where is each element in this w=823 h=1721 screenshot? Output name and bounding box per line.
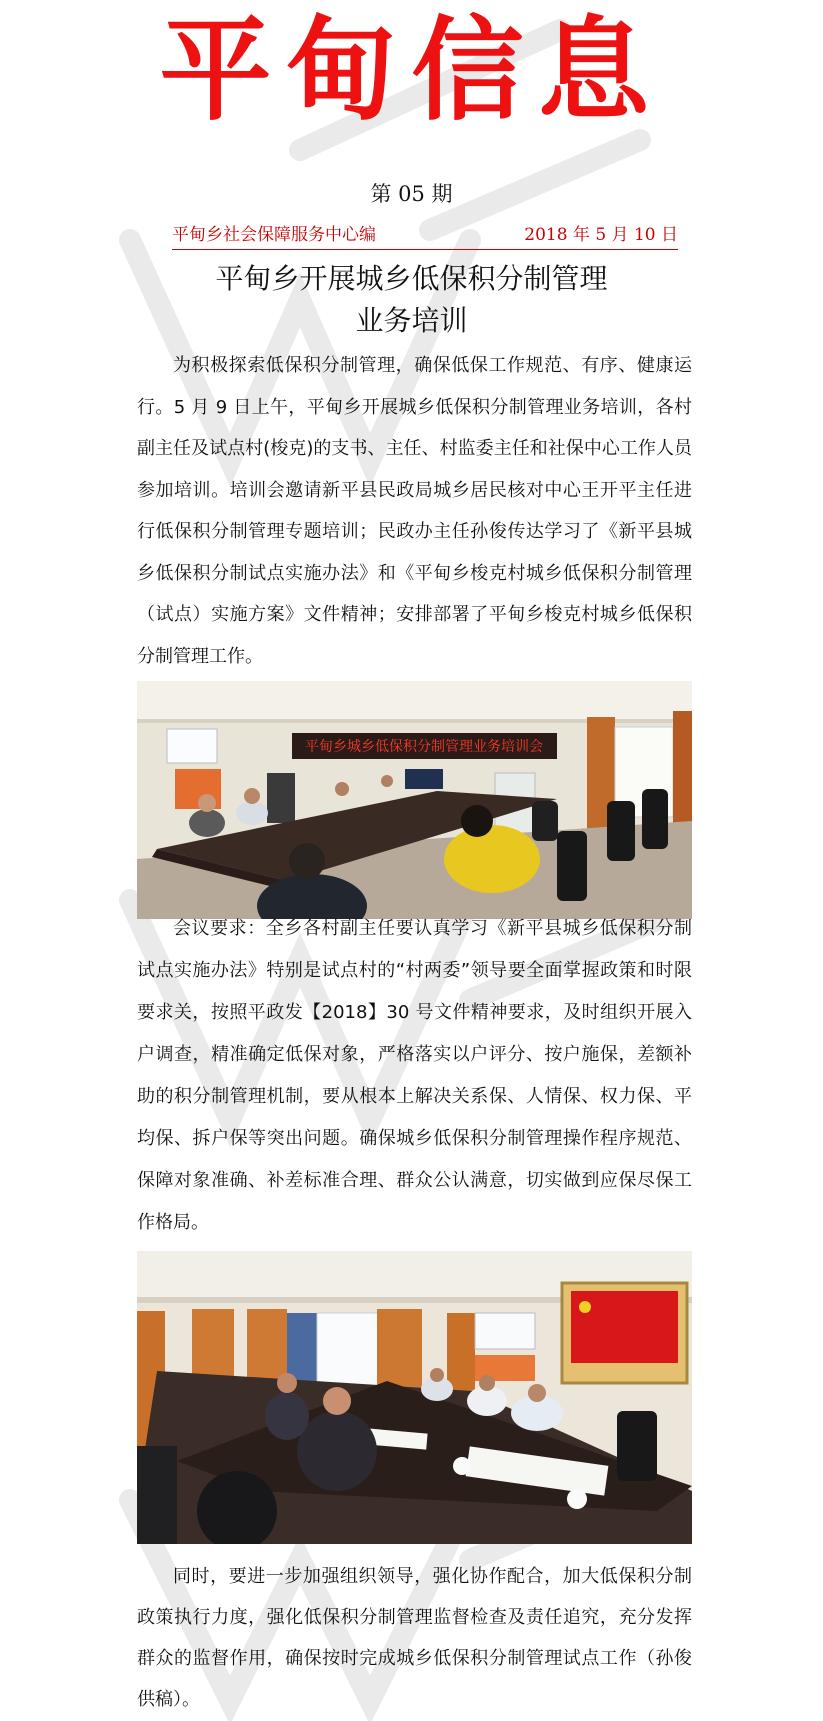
meeting-photo-2 (137, 1251, 692, 1544)
banner-text: 平甸乡城乡低保积分制管理业务培训会 (305, 739, 543, 755)
article-title-line1: 平甸乡开展城乡低保积分制管理 (215, 262, 608, 295)
article-title-line2: 业务培训 (355, 304, 468, 337)
paragraph-intro: 为积极探索低保积分制管理，确保低保工作规范、有序、健康运行。5 月 9 日上午，平甸乡开展城乡低保积分制管理业务培训，各村副主任及试点村(梭克)的支书、主任、村监委主任和社保中心工作人员参加培训。培训会邀请新平县民政局城乡居民核对中心王开平主任进行低保积分制管理专题培训；民政办主任孙俊传达学习了《新平县城乡低保积分制试点实施办法》和《平甸乡梭克村城乡低保积分制管理（试点）实施方案》文件精神；安排部署了平甸乡梭克村城乡低保积分制管理工作。 (137, 355, 692, 667)
meeting-photo-1 (137, 681, 692, 919)
masthead-title: 平甸信息 (159, 5, 664, 136)
paragraph-closing: 同时，要进一步加强组织领导，强化协作配合，加大低保积分制政策执行力度，强化低保积分制管理监督检查及责任追究，充分发挥群众的监督作用，确保按时完成城乡低保积分制管理试点工作（孙俊供稿）。 (137, 1566, 692, 1710)
article-title (0, 258, 823, 342)
issue-number: 第 05 期 (370, 182, 453, 206)
publish-date: 2018 年 5 月 10 日 (524, 225, 678, 245)
editor-credit: 平甸乡社会保障服务中心编 (172, 225, 376, 245)
paragraph-requirements: 会议要求：全乡各村副主任要认真学习《新平县城乡低保积分制试点实施办法》特别是试点村的“村两委”领导要全面掌握政策和时限要求关，按照平政发【2018】30 号文件精神要求，及时组织开展入户调查，精准确定低保对象，严格落实以户评分、按户施保，差额补助的积分制管理机制，要从根本上解决关系保、人情保、权力保、平均保、拆户保等突出问题。确保城乡低保积分制管理操作程序规范、保障对象准确、补差标准合理、群众公认满意，切实做到应保尽保工作格局。 (137, 918, 692, 1233)
byline (172, 223, 678, 250)
